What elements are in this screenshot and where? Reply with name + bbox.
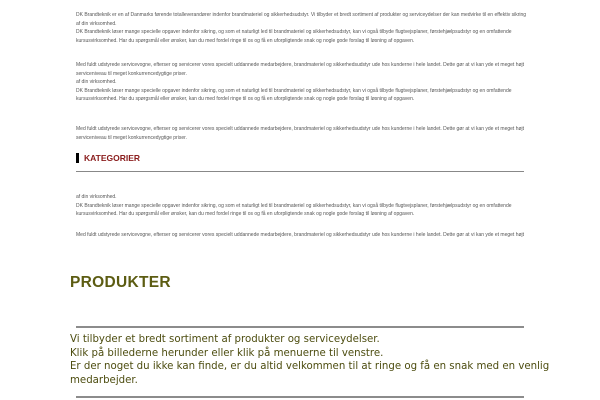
intro-paragraph-1 <box>76 11 526 45</box>
text-line: serviceniveau til meget konkurrencedygtige priser. <box>76 134 187 141</box>
text-line: kursusvirksomhed. Har du spørgsmål eller ønsker, kan du med fordel ringe til os og få en uforpligtende snak og nogle gode forslag til løsning af opgaven. <box>76 211 415 217</box>
text-line: af din virksomhed. <box>76 20 117 27</box>
kategorier-paragraph-1 <box>76 193 526 219</box>
kategorier-title: KATEGORIER <box>84 153 141 163</box>
text-line: Med fuldt udstyrede servicevogne, efterser og servicerer vores specielt uddannede medarbejdere, brandmateriel og sikkerhedsudstyr ude hos kunderne i hele landet. Dette gør at vi kan yde et meget højt <box>76 232 525 238</box>
text-line: af din virksomhed. <box>76 194 117 200</box>
heading-marker-bar <box>76 153 79 163</box>
intro-line: Vi tilbyder et bredt sortiment af produkter og serviceydelser. <box>70 334 380 345</box>
intro-line: Klik på billederne herunder eller klik på menuerne til venstre. <box>70 347 384 359</box>
text-line: DK Brandteknik løser mange specielle opgaver indenfor sikring, og som et naturligt led til brandmateriel og sikkerhedsudstyr, kan vi også tilbyde flugtvejsplaner, førstehjælpsudstyr og en omfattende <box>76 87 512 94</box>
kategorier-heading <box>76 153 140 163</box>
kategorier-divider <box>76 171 524 172</box>
text-line: kursusvirksomhed. Har du spørgsmål eller ønsker, kan du med fordel ringe til os og få en uforpligtende snak og nogle gode forslag til løsning af opgaven. <box>76 37 415 44</box>
produkter-bottom-divider <box>76 396 524 398</box>
intro-line: medarbejder. <box>70 374 138 386</box>
intro-paragraph-2 <box>76 61 526 104</box>
text-line: Med fuldt udstyrede servicevogne, efterser og servicerer vores specielt uddannede medarbejdere, brandmateriel og sikkerhedsudstyr ude hos kunderne i hele landet. Dette gør at vi kan yde et meget højt <box>76 126 525 132</box>
text-line: DK Brandteknik løser mange specielle opgaver indenfor sikring, og som et naturligt led til brandmateriel og sikkerhedsudstyr, kan vi også tilbyde flugtvejsplaner, førstehjælpsudstyr og en omfattende <box>76 29 512 35</box>
text-line: serviceniveau til meget konkurrencedygtige priser. <box>76 70 187 77</box>
produkter-title: PRODUKTER <box>70 274 171 291</box>
text-line: DK Brandteknik løser mange specielle opgaver indenfor sikring, og som et naturligt led til brandmateriel og sikkerhedsudstyr, kan vi også tilbyde flugtvejsplaner, førstehjælpsudstyr og en omfattende <box>76 202 512 209</box>
produkter-intro <box>70 333 550 387</box>
kategorier-paragraph-2 <box>76 231 526 240</box>
produkter-top-divider <box>76 326 524 328</box>
text-line: kursusvirksomhed. Har du spørgsmål eller ønsker, kan du med fordel ringe til os og få en uforpligtende snak og nogle gode forslag til løsning af opgaven. <box>76 96 415 102</box>
intro-line: Er der noget du ikke kan finde, er du altid velkommen til at ringe og få en snak med en venlig <box>70 361 550 372</box>
text-line: af din virksomhed. <box>76 79 117 85</box>
text-line: Med fuldt udstyrede servicevogne, efterser og servicerer vores specielt uddannede medarbejdere, brandmateriel og sikkerhedsudstyr ude hos kunderne i hele landet. Dette gør at vi kan yde et meget højt <box>76 62 525 68</box>
text-line: DK Brandteknik er en af Danmarks førende totalleverandører indenfor brandmateriel og sikkerhedsudstyr. Vi tilbyder et bredt sortiment af produkter og serviceydelser der kan medvirke til en effektiv sikring <box>76 12 526 18</box>
intro-paragraph-3 <box>76 125 526 142</box>
